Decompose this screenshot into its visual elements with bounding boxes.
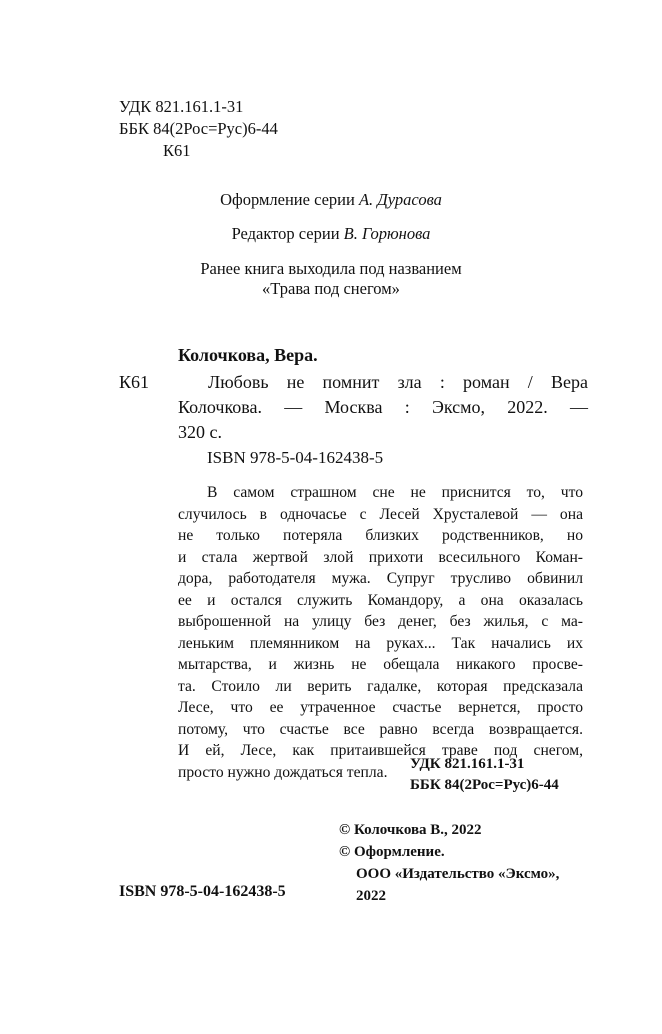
annotation-line: и стала жертвой злой прихоти всесильного Коман- <box>178 548 583 566</box>
annotation-line: мытарства, и жизнь не обещала никакого просве- <box>178 656 583 673</box>
copyright-year: 2022 <box>356 888 386 904</box>
author-heading: Колочкова, Вера. <box>178 345 318 365</box>
bottom-udk: УДК 821.161.1-31 <box>410 756 525 772</box>
bib-isbn: ISBN 978-5-04-162438-5 <box>207 448 384 467</box>
annotation-line: не только потеряла близких родственников, но <box>178 527 583 544</box>
bbk-code: ББК 84(2Рос=Рус)6-44 <box>119 119 278 138</box>
annotation-line: просто нужно дождаться тепла. <box>178 763 388 781</box>
series-design-line <box>0 189 662 211</box>
annotation <box>178 482 583 783</box>
bib-line: Колочкова. — Москва : Эксмо, 2022. — <box>178 397 588 417</box>
previous-title-line-1: Ранее книга выходила под названием <box>200 259 462 278</box>
copyright-design: © Оформление. <box>339 844 445 860</box>
series-design-label: Оформление серии <box>220 190 355 209</box>
bib-description <box>178 370 588 445</box>
copyright-publisher: ООО «Издательство «Эксмо», <box>356 866 560 882</box>
annotation-line: И ей, Лесе, как притаившейся траве под снегом, <box>178 742 583 759</box>
bib-line: 320 с. <box>178 422 222 442</box>
annotation-line: леньким племянником на руках... Так начались их <box>178 634 583 652</box>
bib-mark: К61 <box>119 372 150 392</box>
annotation-line: потому, что счастье все равно всегда возвращается. <box>178 720 583 738</box>
annotation-line: та. Стоило ли верить гадалке, которая предсказала <box>178 677 583 695</box>
annotation-line: ее и остался служить Командору, а она оказалась <box>178 591 583 609</box>
series-editor-label: Редактор серии <box>231 224 340 243</box>
series-editor-name: В. Горюнова <box>343 224 431 243</box>
annotation-line: дора, работодателя мужа. Супруг трусливо обвинил <box>178 570 583 587</box>
annotation-line: Лесе, что ее утраченное счастье вернется, просто <box>178 699 583 716</box>
series-editor-line <box>0 223 662 245</box>
annotation-line: выброшенной на улицу без денег, без жилья, с ма- <box>178 613 583 630</box>
previous-title-line-2: «Трава под снегом» <box>262 279 400 298</box>
bib-line: Любовь не помнит зла : роман / Вера <box>208 372 588 392</box>
author-mark: К61 <box>163 141 191 160</box>
udk-code: УДК 821.161.1-31 <box>119 97 244 116</box>
bottom-bbk: ББК 84(2Рос=Рус)6-44 <box>410 777 559 793</box>
annotation-line: случилось в одночасье с Лесей Хрусталевой — она <box>178 505 583 523</box>
isbn-footer: ISBN 978-5-04-162438-5 <box>119 883 286 900</box>
series-design-name: А. Дурасова <box>358 190 442 209</box>
copyright-author: © Колочкова В., 2022 <box>339 822 482 838</box>
annotation-line: В самом страшном сне не приснится то, что <box>207 484 583 501</box>
